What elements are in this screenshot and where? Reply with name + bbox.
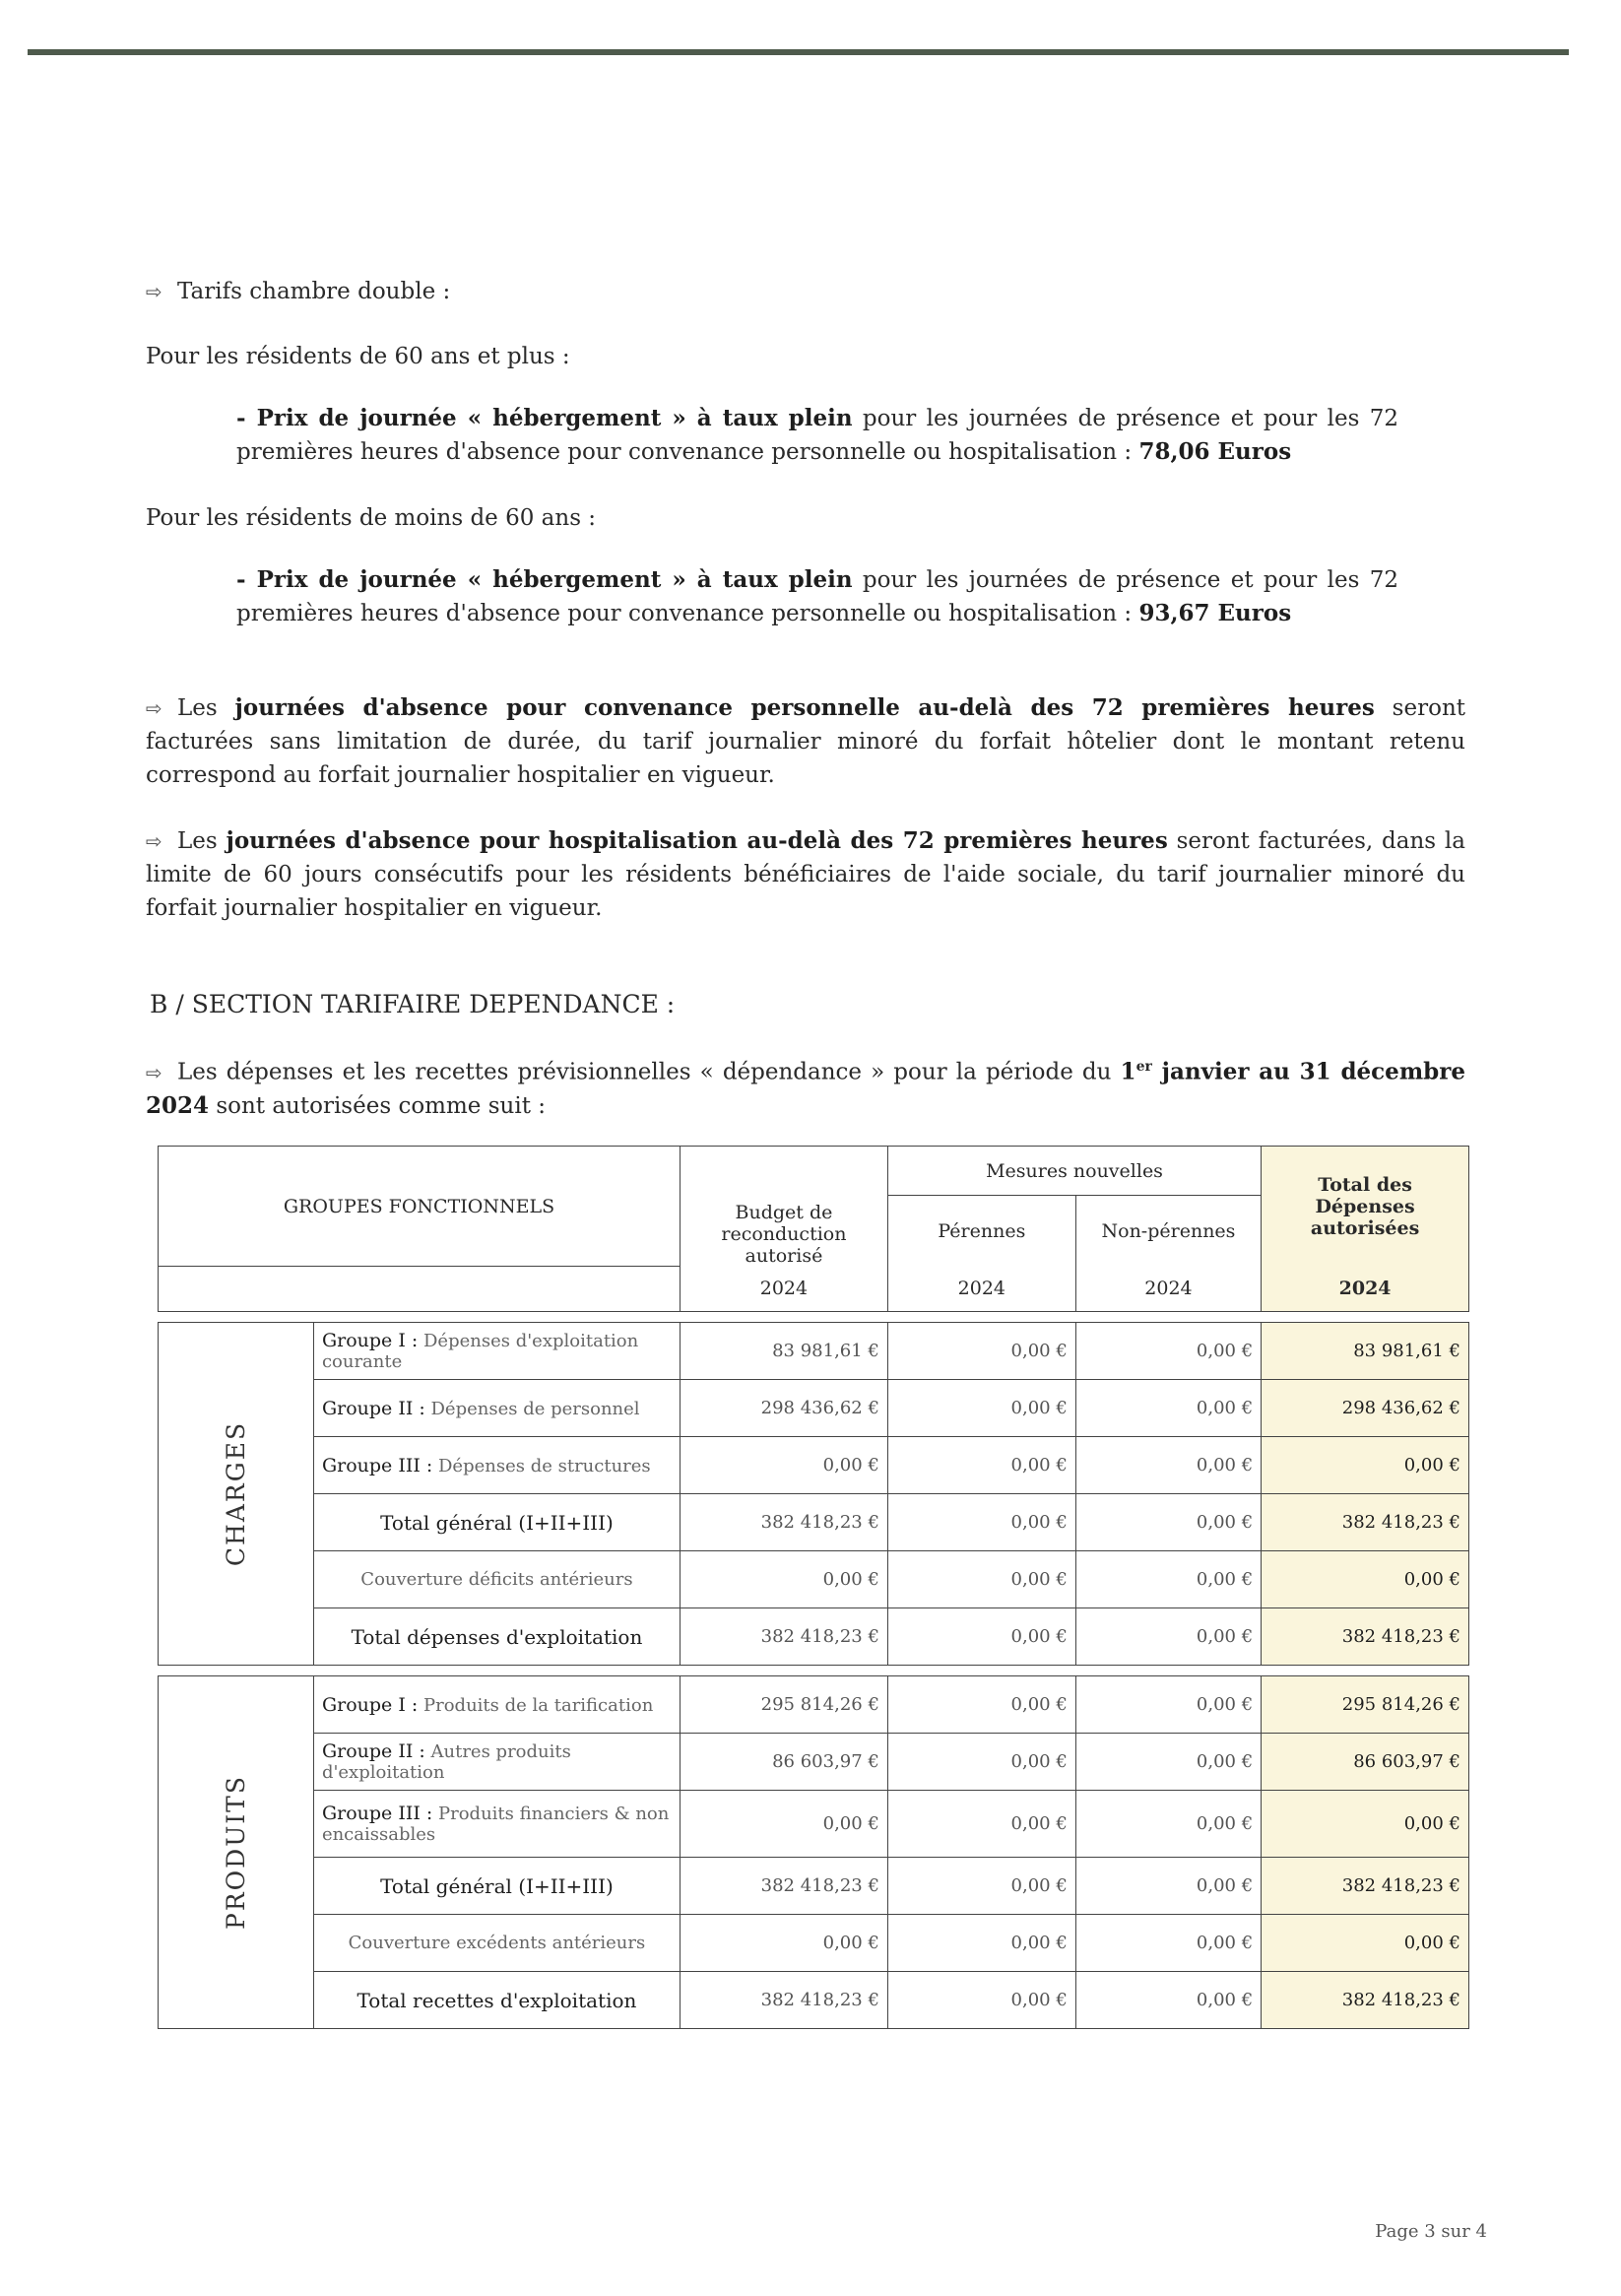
header-perennes: Pérennes xyxy=(887,1196,1075,1267)
group-name: Groupe II : xyxy=(321,1397,425,1419)
cell-non-perennes: 0,00 € xyxy=(1075,1791,1261,1858)
top-rule xyxy=(28,49,1569,55)
cell-budget: 382 418,23 € xyxy=(680,1494,887,1551)
group-desc: Dépenses d'exploitation courante xyxy=(321,1331,639,1372)
row-label: Total dépenses d'exploitation xyxy=(313,1608,680,1666)
year-perennes: 2024 xyxy=(887,1267,1075,1312)
cell-total: 382 418,23 € xyxy=(1262,1494,1469,1551)
cell-total: 382 418,23 € xyxy=(1262,1858,1469,1915)
row-label xyxy=(313,1380,680,1437)
section-b-intro: ⇨ Les dépenses et les recettes prévisionnelles « dépendance » pour la période du 1er janvier au 31 décembre 2024 sont autorisées comme suit : xyxy=(146,1050,1465,1123)
group2-title: Pour les résidents de moins de 60 ans : xyxy=(146,505,597,531)
header-groupes: GROUPES FONCTIONNELS xyxy=(159,1147,681,1267)
arrow-icon: ⇨ xyxy=(146,1060,162,1084)
year-budget: 2024 xyxy=(680,1267,887,1312)
cell-total: 382 418,23 € xyxy=(1262,1608,1469,1666)
cell-total: 295 814,26 € xyxy=(1262,1676,1469,1734)
header-year-blank xyxy=(159,1267,681,1312)
row-label: Total recettes d'exploitation xyxy=(313,1972,680,2029)
table-row xyxy=(159,1551,1469,1608)
tarifs-heading: ⇨ Tarifs chambre double : xyxy=(146,275,450,308)
arrow-icon: ⇨ xyxy=(146,696,162,720)
row-label xyxy=(313,1323,680,1380)
cell-perennes: 0,00 € xyxy=(887,1676,1075,1734)
row-label xyxy=(313,1437,680,1494)
group-name: Groupe I : xyxy=(321,1693,419,1716)
arrow-icon: ⇨ xyxy=(146,280,162,303)
table-row xyxy=(159,1608,1469,1666)
charges-vertical-label xyxy=(159,1323,314,1666)
table-gap xyxy=(159,1312,1469,1323)
cell-perennes: 0,00 € xyxy=(887,1734,1075,1791)
header-total: Total des Dépenses autorisées xyxy=(1262,1147,1469,1267)
group-desc: Autres produits d'exploitation xyxy=(321,1741,571,1783)
row-label: Couverture déficits antérieurs xyxy=(313,1551,680,1608)
group-name: Groupe III : xyxy=(321,1803,433,1824)
cell-non-perennes: 0,00 € xyxy=(1075,1494,1261,1551)
table-row xyxy=(159,1676,1469,1734)
cell-non-perennes: 0,00 € xyxy=(1075,1915,1261,1972)
group-desc: Produits financiers & non encaissables xyxy=(321,1804,670,1845)
cell-budget: 298 436,62 € xyxy=(680,1380,887,1437)
table-row xyxy=(159,1858,1469,1915)
cell-budget: 0,00 € xyxy=(680,1437,887,1494)
hospital-note: ⇨ Les journées d'absence pour hospitalisation au-delà des 72 premières heures seront facturées, dans la limite de 60 jours consécutifs pour les résidents bénéficiaires de l'aide sociale, du tarif journalier minoré du forfait journalier hospitalier en vigueur. xyxy=(146,824,1465,925)
group-name: Groupe III : xyxy=(321,1454,433,1476)
table-row xyxy=(159,1437,1469,1494)
group-desc: Produits de la tarification xyxy=(418,1694,654,1716)
table-gap xyxy=(159,1666,1469,1676)
cell-total: 382 418,23 € xyxy=(1262,1972,1469,2029)
header-non-perennes: Non-pérennes xyxy=(1075,1196,1261,1267)
cell-non-perennes: 0,00 € xyxy=(1075,1323,1261,1380)
cell-total: 0,00 € xyxy=(1262,1551,1469,1608)
cell-non-perennes: 0,00 € xyxy=(1075,1676,1261,1734)
produits-section xyxy=(159,1676,1469,2029)
cell-total: 0,00 € xyxy=(1262,1791,1469,1858)
row-label xyxy=(313,1676,680,1734)
cell-perennes: 0,00 € xyxy=(887,1323,1075,1380)
cell-non-perennes: 0,00 € xyxy=(1075,1858,1261,1915)
cell-budget: 0,00 € xyxy=(680,1551,887,1608)
page-number: Page 3 sur 4 xyxy=(1375,2221,1487,2242)
produits-label-text: PRODUITS xyxy=(221,1775,250,1930)
row-label: Total général (I+II+III) xyxy=(313,1858,680,1915)
header-budget: Budget de reconduction autorisé xyxy=(680,1147,887,1267)
cell-perennes: 0,00 € xyxy=(887,1380,1075,1437)
row-label: Total général (I+II+III) xyxy=(313,1494,680,1551)
cell-total: 83 981,61 € xyxy=(1262,1323,1469,1380)
table-row xyxy=(159,1972,1469,2029)
cell-total: 0,00 € xyxy=(1262,1437,1469,1494)
cell-perennes: 0,00 € xyxy=(887,1791,1075,1858)
group1-paragraph: - Prix de journée « hébergement » à taux plein pour les journées de présence et pour les 72 premières heures d'absence pour convenance personnelle ou hospitalisation : 78,06 Euros xyxy=(236,405,1398,465)
cell-total: 0,00 € xyxy=(1262,1915,1469,1972)
charges-section xyxy=(159,1323,1469,1666)
cell-total: 86 603,97 € xyxy=(1262,1734,1469,1791)
cell-non-perennes: 0,00 € xyxy=(1075,1551,1261,1608)
table-row xyxy=(159,1494,1469,1551)
cell-perennes: 0,00 € xyxy=(887,1608,1075,1666)
cell-budget: 86 603,97 € xyxy=(680,1734,887,1791)
cell-perennes: 0,00 € xyxy=(887,1551,1075,1608)
row-label: Couverture excédents antérieurs xyxy=(313,1915,680,1972)
table-row xyxy=(159,1380,1469,1437)
cell-non-perennes: 0,00 € xyxy=(1075,1380,1261,1437)
cell-non-perennes: 0,00 € xyxy=(1075,1437,1261,1494)
cell-perennes: 0,00 € xyxy=(887,1858,1075,1915)
cell-budget: 0,00 € xyxy=(680,1915,887,1972)
row-label xyxy=(313,1791,680,1858)
absence-note: ⇨ Les journées d'absence pour convenance personnelle au-delà des 72 premières heures seront facturées sans limitation de durée, du tarif journalier minoré du forfait hôtelier dont le montant retenu correspond au forfait journalier hospitalier en vigueur. xyxy=(146,691,1465,792)
cell-perennes: 0,00 € xyxy=(887,1437,1075,1494)
cell-budget: 0,00 € xyxy=(680,1791,887,1858)
charges-label-text: CHARGES xyxy=(221,1420,250,1567)
group-desc: Dépenses de personnel xyxy=(424,1398,640,1419)
section-b-title: B / SECTION TARIFAIRE DEPENDANCE : xyxy=(150,990,676,1018)
group2-paragraph: - Prix de journée « hébergement » à taux plein pour les journées de présence et pour les 72 premières heures d'absence pour convenance personnelle ou hospitalisation : 93,67 Euros xyxy=(236,566,1398,626)
cell-budget: 382 418,23 € xyxy=(680,1608,887,1666)
arrow-icon: ⇨ xyxy=(146,829,162,853)
table-year-row xyxy=(159,1267,1469,1312)
row-label xyxy=(313,1734,680,1791)
cell-budget: 295 814,26 € xyxy=(680,1676,887,1734)
cell-total: 298 436,62 € xyxy=(1262,1380,1469,1437)
cell-non-perennes: 0,00 € xyxy=(1075,1972,1261,2029)
cell-budget: 382 418,23 € xyxy=(680,1972,887,2029)
cell-non-perennes: 0,00 € xyxy=(1075,1734,1261,1791)
cell-perennes: 0,00 € xyxy=(887,1494,1075,1551)
table-row xyxy=(159,1915,1469,1972)
cell-perennes: 0,00 € xyxy=(887,1915,1075,1972)
group-name: Groupe I : xyxy=(321,1330,419,1351)
year-non-perennes: 2024 xyxy=(1075,1267,1261,1312)
group-name: Groupe II : xyxy=(321,1740,425,1762)
table-row xyxy=(159,1734,1469,1791)
table-header-row xyxy=(159,1147,1469,1196)
table-row xyxy=(159,1323,1469,1380)
cell-budget: 382 418,23 € xyxy=(680,1858,887,1915)
group-desc: Dépenses de structures xyxy=(432,1455,651,1476)
year-total: 2024 xyxy=(1262,1267,1469,1312)
header-mesures: Mesures nouvelles xyxy=(887,1147,1261,1196)
budget-table xyxy=(158,1146,1469,2029)
cell-non-perennes: 0,00 € xyxy=(1075,1608,1261,1666)
cell-budget: 83 981,61 € xyxy=(680,1323,887,1380)
table-row xyxy=(159,1791,1469,1858)
group1-title: Pour les résidents de 60 ans et plus : xyxy=(146,344,570,369)
cell-perennes: 0,00 € xyxy=(887,1972,1075,2029)
produits-vertical-label xyxy=(159,1676,314,2029)
